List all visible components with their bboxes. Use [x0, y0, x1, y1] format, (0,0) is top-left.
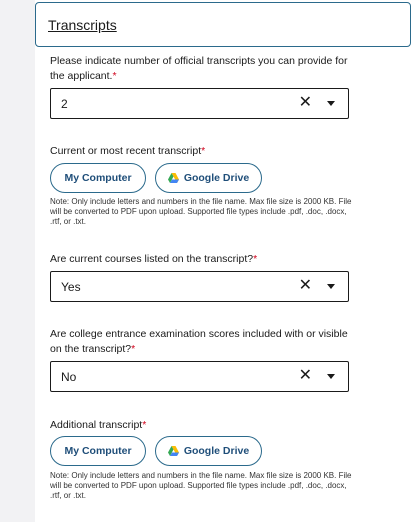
required-mark: * — [112, 70, 117, 82]
current-transcript-label: Current or most recent transcript* — [50, 145, 206, 157]
close-icon[interactable]: ✕ — [298, 367, 312, 384]
upload-note: Note: Only include letters and numbers in the file name. Max file size is 2000 KB. File will be converted to PDF upon upload. Supported file types include .pdf, .doc, .docx, .rtf, or .txt. — [50, 197, 352, 226]
required-mark: * — [142, 419, 147, 431]
section-title: Transcripts — [48, 17, 117, 33]
close-icon[interactable]: ✕ — [298, 94, 312, 111]
exam-scores-select[interactable] — [50, 361, 349, 392]
google-drive-icon — [168, 173, 179, 183]
google-drive-button[interactable]: Google Drive — [155, 163, 262, 193]
google-drive-icon — [168, 446, 179, 456]
current-courses-label: Are current courses listed on the transcript?* — [50, 253, 258, 265]
chevron-down-icon[interactable] — [327, 284, 335, 289]
required-mark: * — [201, 145, 206, 157]
my-computer-button[interactable]: My Computer — [50, 436, 146, 466]
select-value: Yes — [61, 280, 81, 294]
close-icon[interactable]: ✕ — [298, 277, 312, 294]
chevron-down-icon[interactable] — [327, 374, 335, 379]
chevron-down-icon[interactable] — [327, 101, 335, 106]
upload-note: Note: Only include letters and numbers in the file name. Max file size is 2000 KB. File will be converted to PDF upon upload. Supported file types include .pdf, .doc, .docx, .rtf, or .txt. — [50, 471, 352, 500]
additional-transcript-label: Additional transcript* — [50, 419, 147, 431]
required-mark: * — [253, 253, 258, 265]
transcript-count-label: Please indicate number of official transcripts you can provide for the applicant.* — [50, 55, 348, 82]
select-value: No — [61, 370, 77, 384]
google-drive-button[interactable]: Google Drive — [155, 436, 262, 466]
select-value: 2 — [61, 97, 68, 111]
required-mark: * — [131, 343, 136, 355]
transcripts-section-header[interactable] — [35, 2, 411, 47]
current-courses-select[interactable] — [50, 271, 349, 302]
my-computer-button[interactable]: My Computer — [50, 163, 146, 193]
exam-scores-label: Are college entrance examination scores included with or visible on the transcript?* — [50, 328, 348, 355]
transcript-count-select[interactable] — [50, 88, 349, 119]
